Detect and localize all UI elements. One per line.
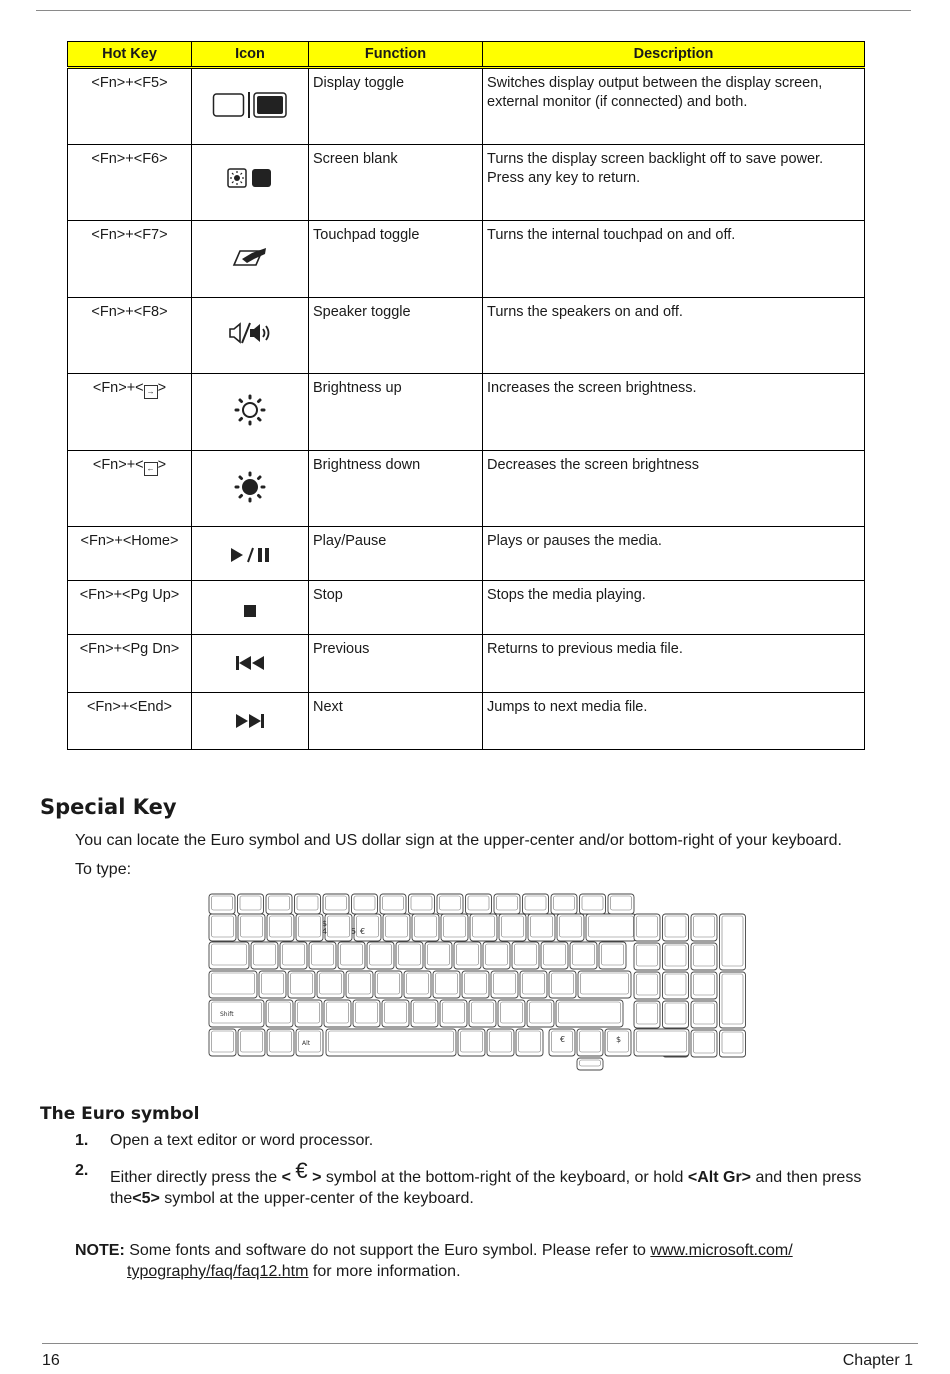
keyboard-key: [209, 894, 235, 914]
top-rule: [36, 10, 911, 11]
hotkey-cell: [68, 451, 192, 527]
touchpad-toggle-icon: [232, 245, 268, 269]
function-cell: Speaker toggle: [309, 298, 483, 374]
function-cell: Screen blank: [309, 145, 483, 221]
microsoft-link[interactable]: www.microsoft.com/: [650, 1242, 793, 1259]
step2-text-d: symbol at the upper-center of the keyboard.: [159, 1190, 474, 1207]
description-cell: Stops the media playing.: [483, 581, 865, 635]
euro-symbol-heading: The Euro symbol: [40, 1104, 200, 1124]
step-text: Open a text editor or word processor.: [110, 1132, 374, 1149]
stop-icon: [243, 604, 257, 618]
description-cell: Returns to previous media file.: [483, 635, 865, 693]
header-icon: Icon: [192, 42, 309, 68]
note-text-end: for more information.: [308, 1263, 461, 1280]
keyboard-key: [720, 972, 746, 1028]
hotkey-label: <Fn>+<End>: [86, 699, 173, 715]
shift-key-label: Shift: [220, 1011, 234, 1018]
previous-icon: [235, 655, 265, 671]
icon-cell: [192, 221, 309, 298]
hotkey-label: <Fn>+<F7>: [91, 227, 168, 243]
list-item: [75, 1130, 895, 1151]
keyboard-key: [580, 894, 606, 914]
keyboard-key: [720, 914, 746, 970]
keyboard-key: [494, 894, 520, 914]
special-key-heading: Special Key: [40, 795, 177, 819]
keyboard-key: [323, 894, 349, 914]
icon-cell: [192, 527, 309, 581]
to-type-label: To type:: [75, 861, 132, 878]
hotkey-label: <Fn>+<: [92, 457, 144, 473]
five-key-label: 5: [351, 927, 357, 936]
bottom-rule: [42, 1343, 918, 1344]
table-row: [68, 693, 865, 750]
description-cell: Turns the display screen backlight off to save power. Press any key to return.: [483, 145, 865, 221]
function-cell: Display toggle: [309, 68, 483, 145]
icon-cell: [192, 145, 309, 221]
keyboard-key: [380, 894, 406, 914]
table-header-row: [68, 42, 865, 68]
description-cell: Increases the screen brightness.: [483, 374, 865, 451]
alt-key-label: Alt: [302, 1040, 311, 1047]
hotkey-cell: [68, 374, 192, 451]
keyboard-key: [295, 894, 321, 914]
keyboard-key: [437, 894, 463, 914]
hotkey-cell: [68, 68, 192, 145]
step2-gt: >: [312, 1169, 322, 1186]
list-item: [75, 1160, 895, 1209]
icon-cell: [192, 374, 309, 451]
step2-text-c: and then press the: [110, 1169, 862, 1207]
table-row: [68, 635, 865, 693]
five-euro-label: €: [360, 927, 366, 936]
icon-cell: [192, 635, 309, 693]
icon-cell: [192, 693, 309, 750]
arrow-right-key-icon: →: [144, 385, 158, 399]
hotkey-label: <Fn>+<F5>: [91, 75, 168, 91]
step-number: 2.: [75, 1162, 89, 1179]
header-hot-key: Hot Key: [68, 42, 192, 68]
display-toggle-icon: [212, 91, 288, 119]
note-text: Some fonts and software do not support the Euro symbol. Please refer to: [124, 1242, 651, 1259]
keyboard-keys: [209, 894, 746, 1070]
hotkey-cell: [68, 145, 192, 221]
header-function: Function: [309, 42, 483, 68]
description-cell: Decreases the screen brightness: [483, 451, 865, 527]
arrow-left-key-icon: ←: [144, 462, 158, 476]
step-text: [110, 1160, 895, 1209]
speaker-toggle-icon: [228, 321, 272, 345]
description-cell: Turns the speakers on and off.: [483, 298, 865, 374]
brightness-down-icon: [234, 471, 266, 503]
play-pause-icon: [229, 547, 271, 563]
microsoft-link-continued[interactable]: typography/faq/faq12.htm: [127, 1263, 309, 1280]
step2-text-b: symbol at the bottom-right of the keyboard, or hold: [321, 1169, 688, 1186]
special-key-intro: You can locate the Euro symbol and US dollar sign at the upper-center and/or bottom-right of your keyboard.: [75, 832, 842, 849]
five-key: <5>: [132, 1190, 160, 1207]
hotkey-label: <Fn>+<F8>: [91, 304, 168, 320]
icon-cell: [192, 298, 309, 374]
next-icon: [235, 713, 265, 729]
hotkey-cell: [68, 693, 192, 750]
chapter-label: Chapter 1: [842, 1352, 913, 1369]
keyboard-key: [523, 894, 549, 914]
euro-key-label: €: [560, 1035, 566, 1044]
hotkey-label: <Fn>+<: [92, 380, 144, 396]
function-cell: Stop: [309, 581, 483, 635]
function-cell: Next: [309, 693, 483, 750]
hotkey-cell: [68, 581, 192, 635]
dollar-bottom-key-label: $: [616, 1035, 622, 1044]
step2-lt: <: [281, 1169, 291, 1186]
hotkey-label-suffix: >: [157, 457, 167, 473]
brightness-up-icon: [234, 394, 266, 426]
hotkey-cell: [68, 221, 192, 298]
hotkey-label: <Fn>+<F6>: [91, 151, 168, 167]
function-cell: Brightness up: [309, 374, 483, 451]
euro-steps-list: [75, 1130, 895, 1218]
function-cell: Brightness down: [309, 451, 483, 527]
hotkey-label-suffix: >: [157, 380, 167, 396]
step-number: 1.: [75, 1132, 89, 1149]
screen-blank-icon: [227, 167, 273, 189]
hotkey-label: <Fn>+<Pg Up>: [79, 587, 180, 603]
description-cell: Turns the internal touchpad on and off.: [483, 221, 865, 298]
table-row: [68, 581, 865, 635]
keyboard-key: [409, 894, 435, 914]
hotkey-cell: [68, 635, 192, 693]
step2-text-a: Either directly press the: [110, 1169, 282, 1186]
function-cell: Play/Pause: [309, 527, 483, 581]
keyboard-key: [238, 894, 264, 914]
icon-cell: [192, 581, 309, 635]
table-row: [68, 374, 865, 451]
keyboard-key: [551, 894, 577, 914]
keyboard-key: [352, 894, 378, 914]
description-cell: Plays or pauses the media.: [483, 527, 865, 581]
table-row: [68, 68, 865, 145]
note-label: NOTE:: [75, 1242, 125, 1259]
icon-cell: [192, 451, 309, 527]
hotkey-label: <Fn>+<Home>: [80, 533, 179, 549]
hotkey-label: <Fn>+<Pg Dn>: [79, 641, 180, 657]
keyboard-diagram: [206, 891, 750, 1073]
dollar-key-label: $: [322, 919, 328, 928]
euro-icon: €: [295, 1158, 308, 1183]
keyboard-key: [608, 894, 634, 914]
hotkey-table: [67, 41, 865, 750]
table-row: [68, 145, 865, 221]
alt-gr-key: <Alt Gr>: [687, 1169, 752, 1186]
description-cell: Jumps to next media file.: [483, 693, 865, 750]
table-row: [68, 298, 865, 374]
four-key-label: 4: [322, 927, 328, 936]
hotkey-cell: [68, 527, 192, 581]
table-row: [68, 451, 865, 527]
keyboard-key: [466, 894, 492, 914]
table-row: [68, 527, 865, 581]
note-paragraph: [75, 1240, 875, 1282]
page-number: 16: [42, 1352, 60, 1369]
function-cell: Touchpad toggle: [309, 221, 483, 298]
header-description: Description: [483, 42, 865, 68]
hotkey-cell: [68, 298, 192, 374]
table-row: [68, 221, 865, 298]
function-cell: Previous: [309, 635, 483, 693]
description-cell: Switches display output between the display screen, external monitor (if connected) and both.: [483, 68, 865, 145]
keyboard-key: [266, 894, 292, 914]
icon-cell: [192, 68, 309, 145]
